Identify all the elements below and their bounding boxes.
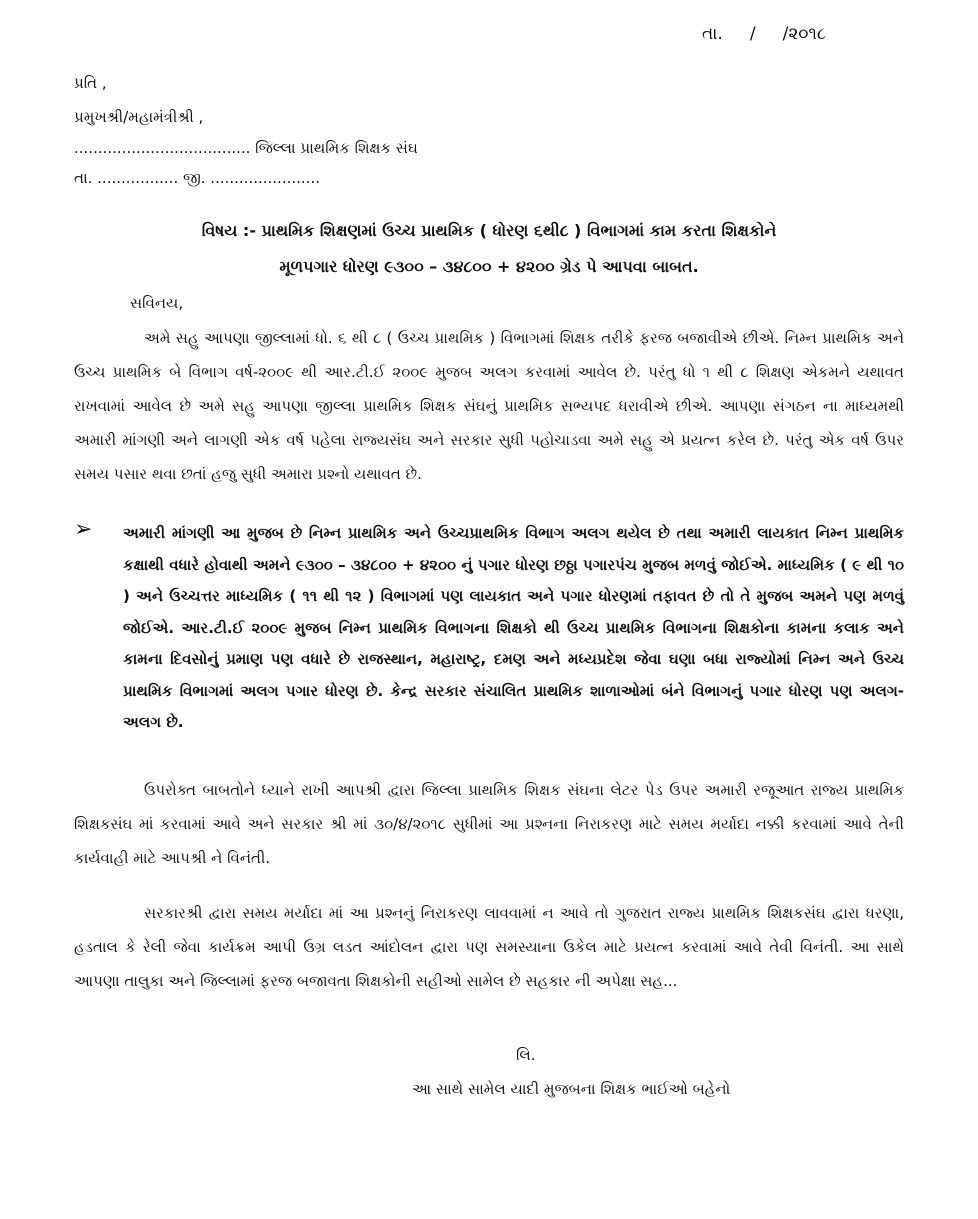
demand-paragraph: અમારી માંગણી આ મુજબ છે નિમ્ન પ્રાથમિક અને ઉચ્ચપ્રાથમિક વિભાગ અલગ થયેલ છે તથા અમારી લાયકાત નિમ્ન પ્રાથમિક કક્ષાથી વધારે હોવાથી અમને ૯૩૦૦ – ૩૪૮૦૦ + ૪૨૦૦ નું પગાર ધોરણ છઠ્ઠા પગારપંચ મુજબ મળવું જોઈએ. માધ્યમિક ( ૯ થી ૧૦ ) અને ઉચ્ચત્તર માધ્યમિક ( ૧૧ થી ૧૨ ) વિભાગમાં પણ લાયકાત અને પગાર ધોરણમાં તફાવત છે તો તે મુજબ અમને પણ મળવું જોઈએ. આર.ટી.ઈ ૨૦૦૯ મુજબ નિમ્ન પ્રાથમિક વિભાગના શિક્ષકો થી ઉચ્ચ પ્રાથમિક વિભાગના શિક્ષકોના કામના કલાક અને કામના દિવસોનું પ્રમાણ પણ વધારે છે રાજસ્થાન, મહારાષ્ટ્ર, દમણ અને મધ્યપ્રદેશ જેવા ઘણા બધા રાજ્યોમાં નિમ્ન અને ઉચ્ચ પ્રાથમિક વિભાગમાં અલગ પગાર ધોરણ છે. કેન્દ્ર સરકાર સંચાલિત પ્રાથમિક શાળાઓમાં બંને વિભાગનું પગાર ધોરણ પણ અલગ-અલગ છે. xyxy=(123,524,904,731)
closing-signatories: આ સાથે સામેલ યાદી મુજબના શિક્ષક ભાઈઓ બહેનો xyxy=(412,1080,731,1098)
closing-li: લિ. xyxy=(516,1046,536,1064)
date-line: તા. / /૨૦૧૮ xyxy=(702,24,827,44)
address-to: પ્રતિ , xyxy=(74,74,107,92)
protest-paragraph: સરકારશ્રી દ્વારા સમય મર્યાદા માં આ પ્રશ્નનું નિરાકરણ લાવવામાં ન આવે તો ગુજરાત રાજ્ય પ્રાથમિક શિક્ષકસંઘ દ્વારા ધરણા, હડતાલ કે રેલી જેવા કાર્યક્રમ આપી ઉગ્ર લડત આંદોલન દ્વારા પણ સમસ્યાના ઉકેલ માટે પ્રયત્ન કરવામાં આવે તેવી વિનંતી. આ સાથે આપણા તાલુકા અને જિલ્લામાં ફરજ બજાવતા શિક્ષકોની સહીઓ સામેલ છે સહકાર ની અપેક્ષા સહ... xyxy=(74,904,904,990)
subject-line-1: વિષય :- પ્રાથમિક શિક્ષણમાં ઉચ્ચ પ્રાથમિક ( ધોરણ ૬થી૮ ) વિભાગમાં કામ કરતા શિક્ષકોને xyxy=(201,221,777,240)
subject-line-2: મૂળપગાર ધોરણ ૯૩૦૦ – ૩૪૮૦૦ + ૪૨૦૦ ગ્રેડ પે આપવા બાબત. xyxy=(279,257,699,276)
request-paragraph: ઉપરોક્ત બાબતોને ધ્યાને રાખી આપશ્રી દ્વારા જિલ્લા પ્રાથમિક શિક્ષક સંઘના લેટર પેડ ઉપર અમારી રજૂઆત રાજ્ય પ્રાથમિક શિક્ષકસંઘ માં કરવામાં આવે અને સરકાર શ્રી માં ૩૦/૪/૨૦૧૮ સુધીમાં આ પ્રશ્નના નિરાકરણ માટે સમય મર્યાદા નક્કી કરવામાં આવે તેની કાર્યવાહી માટે આપશ્રી ને વિનંતી. xyxy=(74,781,904,867)
arrow-bullet-icon: ➢ xyxy=(74,517,93,542)
intro-paragraph: અમે સહુ આપણા જીલ્લામાં ધો. ૬ થી ૮ ( ઉચ્ચ પ્રાથમિક ) વિભાગમાં શિક્ષક તરીકે ફરજ બજાવીએ છીએ. નિમ્ન પ્રાથમિક અને ઉચ્ચ પ્રાથમિક બે વિભાગ વર્ષ-૨૦૦૯ થી આર.ટી.ઈ ૨૦૦૯ મુજબ અલગ કરવામાં આવેલ છે. પરંતુ ધો ૧ થી ૮ શિક્ષણ એકમને યથાવત રાખવામાં આવેલ છે અમે સહુ આપણા જીલ્લા પ્રાથમિક શિક્ષક સંઘનું પ્રાથમિક સભ્યપદ ધરાવીએ છીએ. આપણા સંગઠન ના માધ્યમથી અમારી માંગણી અને લાગણી એક વર્ષ પહેલા રાજ્યસંઘ અને સરકાર સુધી પહોચાડવા અમે સહુ એ પ્રયત્ન કરેલ છે. પરંતુ એક વર્ષ ઉપર સમય પસાર થવા છતાં હજુ સુધી અમારા પ્રશ્નો યથાવત છે. xyxy=(74,329,904,483)
address-taluka-district: તા. ................. જી. ....................... xyxy=(74,169,320,187)
address-recipient: પ્રમુખશ્રી/મહામંત્રીશ્રી , xyxy=(74,108,204,126)
salutation: સવિનય, xyxy=(130,294,184,312)
address-district-union: ..................................... જિલ્લા પ્રાથમિક શિક્ષક સંઘ xyxy=(74,139,418,157)
